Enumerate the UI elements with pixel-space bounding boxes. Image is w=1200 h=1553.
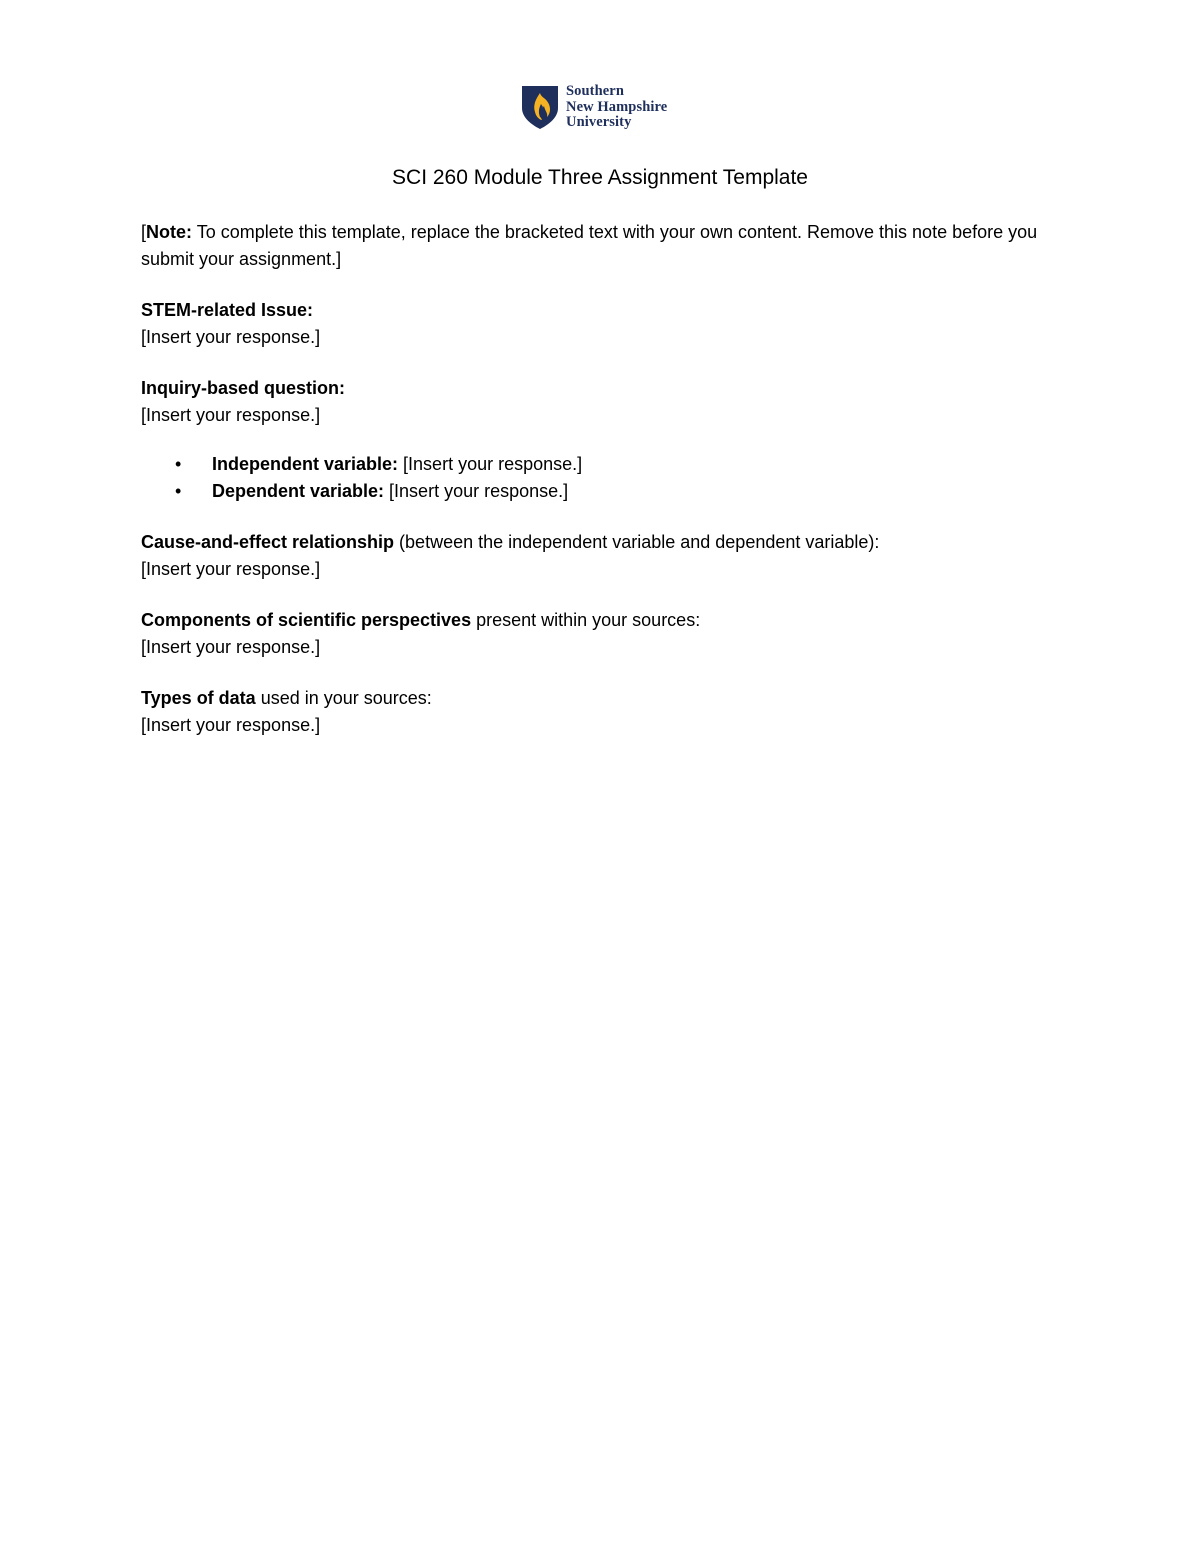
list-item-dependent xyxy=(141,478,1061,505)
note-label: Note: xyxy=(146,222,193,242)
bullet-icon: • xyxy=(175,481,182,501)
independent-response: [Insert your response.] xyxy=(398,454,583,474)
logo-line-2: New Hampshire xyxy=(566,98,668,115)
cause-heading: Cause-and-effect relationship xyxy=(141,532,395,552)
components-heading: Components of scientific perspectives xyxy=(141,610,472,630)
types-heading-line xyxy=(141,685,1061,712)
stem-heading: STEM-related Issue: xyxy=(141,300,314,320)
variables-list xyxy=(141,451,1061,505)
components-heading-line xyxy=(141,607,1061,634)
types-heading: Types of data xyxy=(141,688,256,708)
types-section xyxy=(141,685,1061,739)
shield-flame-icon xyxy=(520,84,560,130)
types-response: [Insert your response.] xyxy=(141,715,321,735)
components-heading-rest: present within your sources: xyxy=(471,610,701,630)
note-paragraph xyxy=(141,219,1061,273)
inquiry-response: [Insert your response.] xyxy=(141,405,321,425)
logo-line-1: Southern xyxy=(566,83,625,99)
bullet-icon: • xyxy=(175,454,182,474)
cause-heading-rest: (between the independent variable and dependent variable): xyxy=(394,532,880,552)
snhu-logo xyxy=(520,84,690,134)
dependent-response: [Insert your response.] xyxy=(384,481,569,501)
note-open-bracket: [ xyxy=(141,222,147,242)
types-heading-rest: used in your sources: xyxy=(255,688,432,708)
dependent-label: Dependent variable: xyxy=(212,481,385,501)
logo-wordmark xyxy=(566,84,667,131)
inquiry-section xyxy=(141,375,1061,429)
note-text: To complete this template, replace the bracketed text with your own content. Remove this note before you submit your assignment.] xyxy=(141,222,1038,269)
cause-section xyxy=(141,529,1061,583)
stem-response: [Insert your response.] xyxy=(141,327,321,347)
stem-section xyxy=(141,297,1061,351)
logo-line-3: University xyxy=(566,114,632,130)
independent-label: Independent variable: xyxy=(212,454,399,474)
components-section xyxy=(141,607,1061,661)
cause-heading-line xyxy=(141,529,1061,556)
list-item-independent xyxy=(141,451,1061,478)
document-body xyxy=(141,219,1061,763)
page-title: SCI 260 Module Three Assignment Template xyxy=(392,166,808,189)
inquiry-heading: Inquiry-based question: xyxy=(141,378,346,398)
cause-response: [Insert your response.] xyxy=(141,559,321,579)
components-response: [Insert your response.] xyxy=(141,637,321,657)
